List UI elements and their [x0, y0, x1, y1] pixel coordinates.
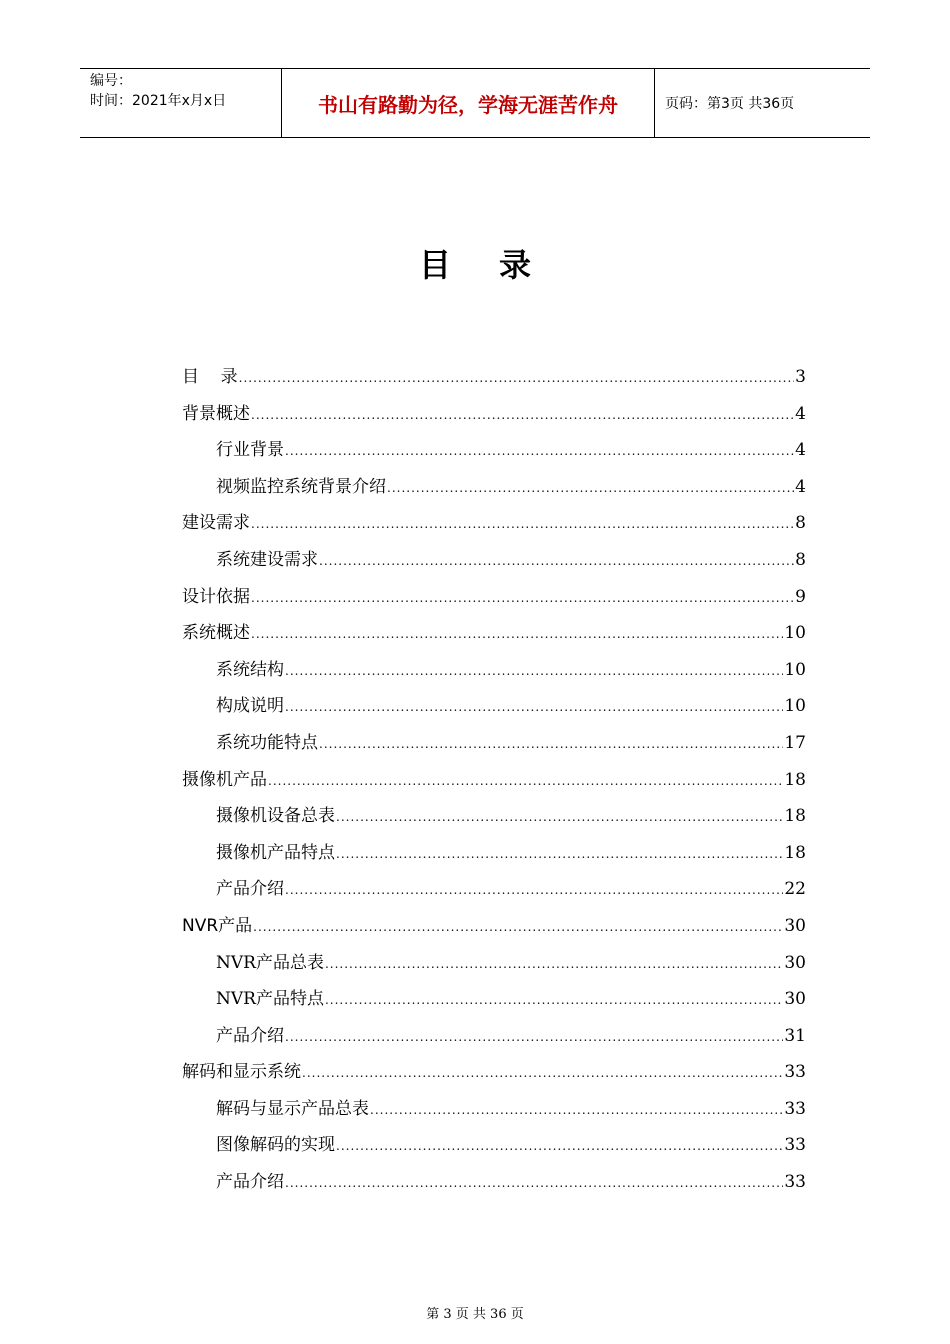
toc-leader-dots [285, 883, 783, 897]
toc-entry[interactable] [182, 765, 806, 802]
toc-entry-label: 建设需求 [182, 513, 250, 534]
toc-leader-dots [253, 920, 783, 934]
toc-leader-dots [251, 408, 794, 422]
toc-entry[interactable] [182, 948, 806, 985]
toc-entry[interactable] [182, 582, 806, 619]
toc-leader-dots [302, 1066, 783, 1080]
toc-entry-page: 10 [784, 623, 806, 644]
toc-entry[interactable] [182, 911, 806, 948]
toc-entry[interactable] [182, 1021, 806, 1058]
toc-entry[interactable] [182, 472, 806, 509]
toc-entry[interactable] [182, 838, 806, 875]
toc-entry-page: 31 [784, 1025, 806, 1046]
page-title: 目录 [418, 246, 579, 284]
toc-entry-label: 解码和显示系统 [182, 1062, 301, 1083]
toc-entry-label: 产品介绍 [216, 1172, 284, 1193]
toc-entry-page: 18 [784, 842, 806, 863]
toc-entry-label: 产品介绍 [216, 1025, 284, 1046]
toc-entry-page: 33 [784, 1172, 806, 1193]
toc-entry[interactable] [182, 728, 806, 765]
toc-entry-label: 视频监控系统背景介绍 [216, 476, 386, 497]
toc-entry-label: 系统概述 [182, 623, 250, 644]
toc-leader-dots [285, 700, 783, 714]
header-motto: 书山有路勤为径，学海无涯苦作舟 [282, 69, 655, 137]
toc-entry[interactable] [182, 399, 806, 436]
toc-entry[interactable] [182, 1094, 806, 1131]
toc-entry[interactable] [182, 655, 806, 692]
toc-entry[interactable] [182, 874, 806, 911]
toc-entry-label: NVR产品总表 [216, 952, 324, 973]
toc-entry-page: 30 [784, 989, 806, 1010]
toc-leader-dots [251, 627, 783, 641]
header-page-info: 页码：第3页 共36页 [665, 96, 795, 112]
toc-entry-page: 18 [784, 806, 806, 827]
toc-leader-dots [285, 1030, 783, 1044]
toc-entry-label: 摄像机产品 [182, 769, 267, 790]
toc-entry-label: 目 录 [182, 367, 238, 387]
toc-leader-dots [387, 481, 794, 495]
toc-entry[interactable] [182, 801, 806, 838]
toc-entry-page: 17 [784, 732, 806, 753]
toc-entry-label: 系统结构 [216, 659, 284, 680]
toc-entry[interactable] [182, 618, 806, 655]
toc-entry[interactable] [182, 362, 806, 399]
toc-entry-label: 设计依据 [182, 586, 250, 607]
toc-entry[interactable] [182, 545, 806, 582]
toc-entry-page: 22 [784, 879, 806, 900]
toc-entry[interactable] [182, 691, 806, 728]
toc-entry[interactable] [182, 984, 806, 1021]
toc-entry[interactable] [182, 1167, 806, 1204]
toc-leader-dots [325, 957, 783, 971]
toc-leader-dots [336, 810, 783, 824]
toc-entry-label: NVR产品特点 [216, 989, 324, 1010]
toc-entry-page: 8 [795, 513, 806, 534]
header-meta-cell [80, 69, 282, 137]
toc-leader-dots [325, 993, 783, 1007]
toc-leader-dots [285, 444, 794, 458]
toc-entry[interactable] [182, 435, 806, 472]
toc-entry-label: 行业背景 [216, 440, 284, 461]
toc-leader-dots [268, 774, 783, 788]
toc-entry[interactable] [182, 508, 806, 545]
toc-entry-label: 图像解码的实现 [216, 1135, 335, 1156]
toc-entry-label: 摄像机产品特点 [216, 842, 335, 863]
toc-entry-page: 4 [795, 476, 806, 497]
toc-entry-page: 3 [795, 367, 806, 387]
toc-leader-dots [251, 591, 794, 605]
toc-entry-page: 4 [795, 440, 806, 461]
toc-entry-label: NVR产品 [182, 915, 253, 936]
toc-entry-label: 摄像机设备总表 [216, 806, 335, 827]
toc-entry-page: 30 [784, 915, 806, 936]
toc-entry-label: 系统功能特点 [216, 732, 318, 753]
serial-label: 编号： [90, 73, 132, 89]
toc-entry-label: 背景概述 [182, 403, 250, 424]
table-of-contents [182, 362, 806, 1204]
toc-leader-dots [370, 1103, 783, 1117]
toc-entry-page: 30 [784, 952, 806, 973]
toc-entry[interactable] [182, 1130, 806, 1167]
toc-entry-label: 构成说明 [216, 696, 284, 717]
toc-leader-dots [251, 517, 794, 531]
toc-entry-page: 10 [784, 659, 806, 680]
page-header [80, 68, 870, 138]
toc-entry-label: 系统建设需求 [216, 549, 318, 570]
toc-entry-page: 18 [784, 769, 806, 790]
toc-leader-dots [336, 1139, 783, 1153]
toc-leader-dots [319, 554, 794, 568]
toc-leader-dots [336, 847, 783, 861]
toc-entry[interactable] [182, 1057, 806, 1094]
toc-entry-page: 33 [784, 1098, 806, 1119]
toc-entry-page: 33 [784, 1062, 806, 1083]
toc-leader-dots [285, 664, 783, 678]
toc-entry-page: 33 [784, 1135, 806, 1156]
time-label: 时间：2021年x月x日 [90, 93, 227, 109]
toc-entry-page: 8 [795, 549, 806, 570]
toc-entry-page: 10 [784, 696, 806, 717]
toc-entry-page: 4 [795, 403, 806, 424]
toc-leader-dots [319, 737, 783, 751]
toc-entry-label: 解码与显示产品总表 [216, 1098, 369, 1119]
toc-leader-dots [239, 371, 795, 385]
toc-leader-dots [285, 1176, 783, 1190]
page-footer: 第 3 页 共 36 页 [426, 1307, 524, 1322]
toc-entry-page: 9 [795, 586, 806, 607]
toc-entry-label: 产品介绍 [216, 879, 284, 900]
